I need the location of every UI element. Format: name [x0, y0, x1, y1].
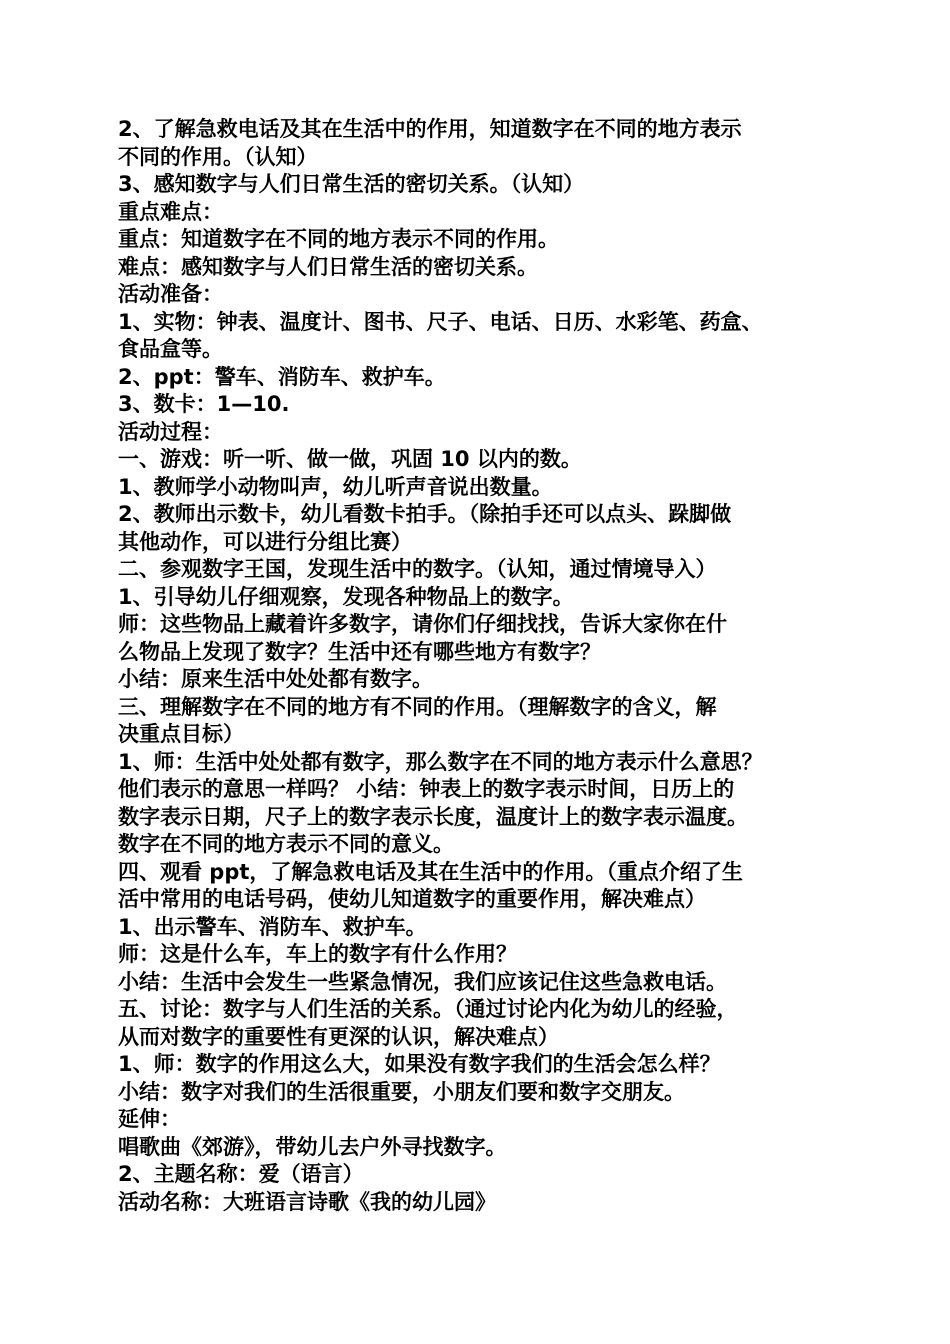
text-line: 1、教师学小动物叫声，幼儿听声音说出数量。: [118, 474, 553, 499]
text-line: 从而对数字的重要性有更深的认识，解决难点）: [118, 1024, 559, 1049]
text-line: 四、观看 ppt，了解急救电话及其在生活中的作用。（重点介绍了生: [118, 859, 743, 884]
text-line: 唱歌曲《郊游》，带幼儿去户外寻找数字。: [118, 1134, 507, 1159]
section-heading: 重点难点：: [118, 199, 223, 224]
text-line: 1、师：数字的作用这么大，如果没有数字我们的生活会怎么样？: [118, 1052, 721, 1076]
text-line: 一、游戏：听一听、做一做，巩固 10 以内的数。: [118, 447, 582, 471]
text-line: 活中常用的电话号码，使幼儿知道数字的重要作用，解决难点）: [118, 887, 706, 911]
text-line: 小结：原来生活中处处都有数字。: [118, 667, 433, 691]
section-heading: 活动准备：: [118, 282, 223, 306]
text-line: 二、参观数字王国，发现生活中的数字。（认知，通过情境导入）: [118, 557, 717, 581]
text-line: 他们表示的意思一样吗？ 小结：钟表上的数字表示时间，日历上的: [118, 777, 735, 801]
text-line: 2、了解急救电话及其在生活中的作用，知道数字在不同的地方表示: [118, 117, 742, 141]
text-line: 么物品上发现了数字？生活中还有哪些地方有数字？: [118, 639, 601, 664]
text-line: 三、理解数字在不同的地方有不同的作用。（理解数字的含义，解: [118, 694, 717, 719]
text-line: 食品盒等。: [118, 337, 223, 361]
text-line: 数字在不同的地方表示不同的意义。: [118, 832, 454, 856]
text-line: 重点：知道数字在不同的地方表示不同的作用。: [118, 227, 559, 251]
text-line: 师：这些物品上藏着许多数字，请你们仔细找找，告诉大家你在什: [118, 612, 727, 636]
text-line: 其他动作，可以进行分组比赛）: [118, 529, 412, 554]
document-page: [118, 116, 840, 1216]
text-line: 数字表示日期，尺子上的数字表示长度，温度计上的数字表示温度。: [118, 804, 748, 829]
text-line: 3、数卡：1—10.: [118, 392, 290, 416]
text-line: 2、ppt：警车、消防车、救护车。: [118, 364, 446, 389]
text-line: 五、讨论：数字与人们生活的关系。（通过讨论内化为幼儿的经验，: [118, 997, 738, 1021]
text-line: 不同的作用。（认知）: [118, 144, 318, 169]
text-line: 1、出示警车、消防车、救护车。: [118, 914, 427, 939]
text-line: 师：这是什么车，车上的数字有什么作用？: [118, 942, 517, 966]
text-line: 1、引导幼儿仔细观察，发现各种物品上的数字。: [118, 584, 574, 609]
section-heading: 活动过程：: [118, 419, 223, 444]
text-line: 活动名称：大班语言诗歌《我的幼儿园》: [118, 1189, 496, 1214]
text-line: 2、教师出示数卡，幼儿看数卡拍手。（除拍手还可以点头、跺脚做: [118, 502, 732, 526]
text-line: 小结：生活中会发生一些紧急情况，我们应该记住这些急救电话。: [118, 969, 727, 994]
section-heading: 延伸：: [118, 1107, 181, 1131]
text-line: 决重点目标）: [118, 722, 244, 746]
text-line: 难点：感知数字与人们日常生活的密切关系。: [118, 254, 538, 279]
text-line: 小结：数字对我们的生活很重要，小朋友们要和数字交朋友。: [118, 1079, 685, 1104]
text-line: 3、感知数字与人们日常生活的密切关系。（认知）: [118, 172, 585, 196]
text-line: 1、实物：钟表、温度计、图书、尺子、电话、日历、水彩笔、药盒、: [118, 309, 763, 334]
text-line: 2、主题名称：爱（语言）: [118, 1162, 364, 1186]
text-line: 1、师：生活中处处都有数字，那么数字在不同的地方表示什么意思？: [118, 749, 763, 774]
